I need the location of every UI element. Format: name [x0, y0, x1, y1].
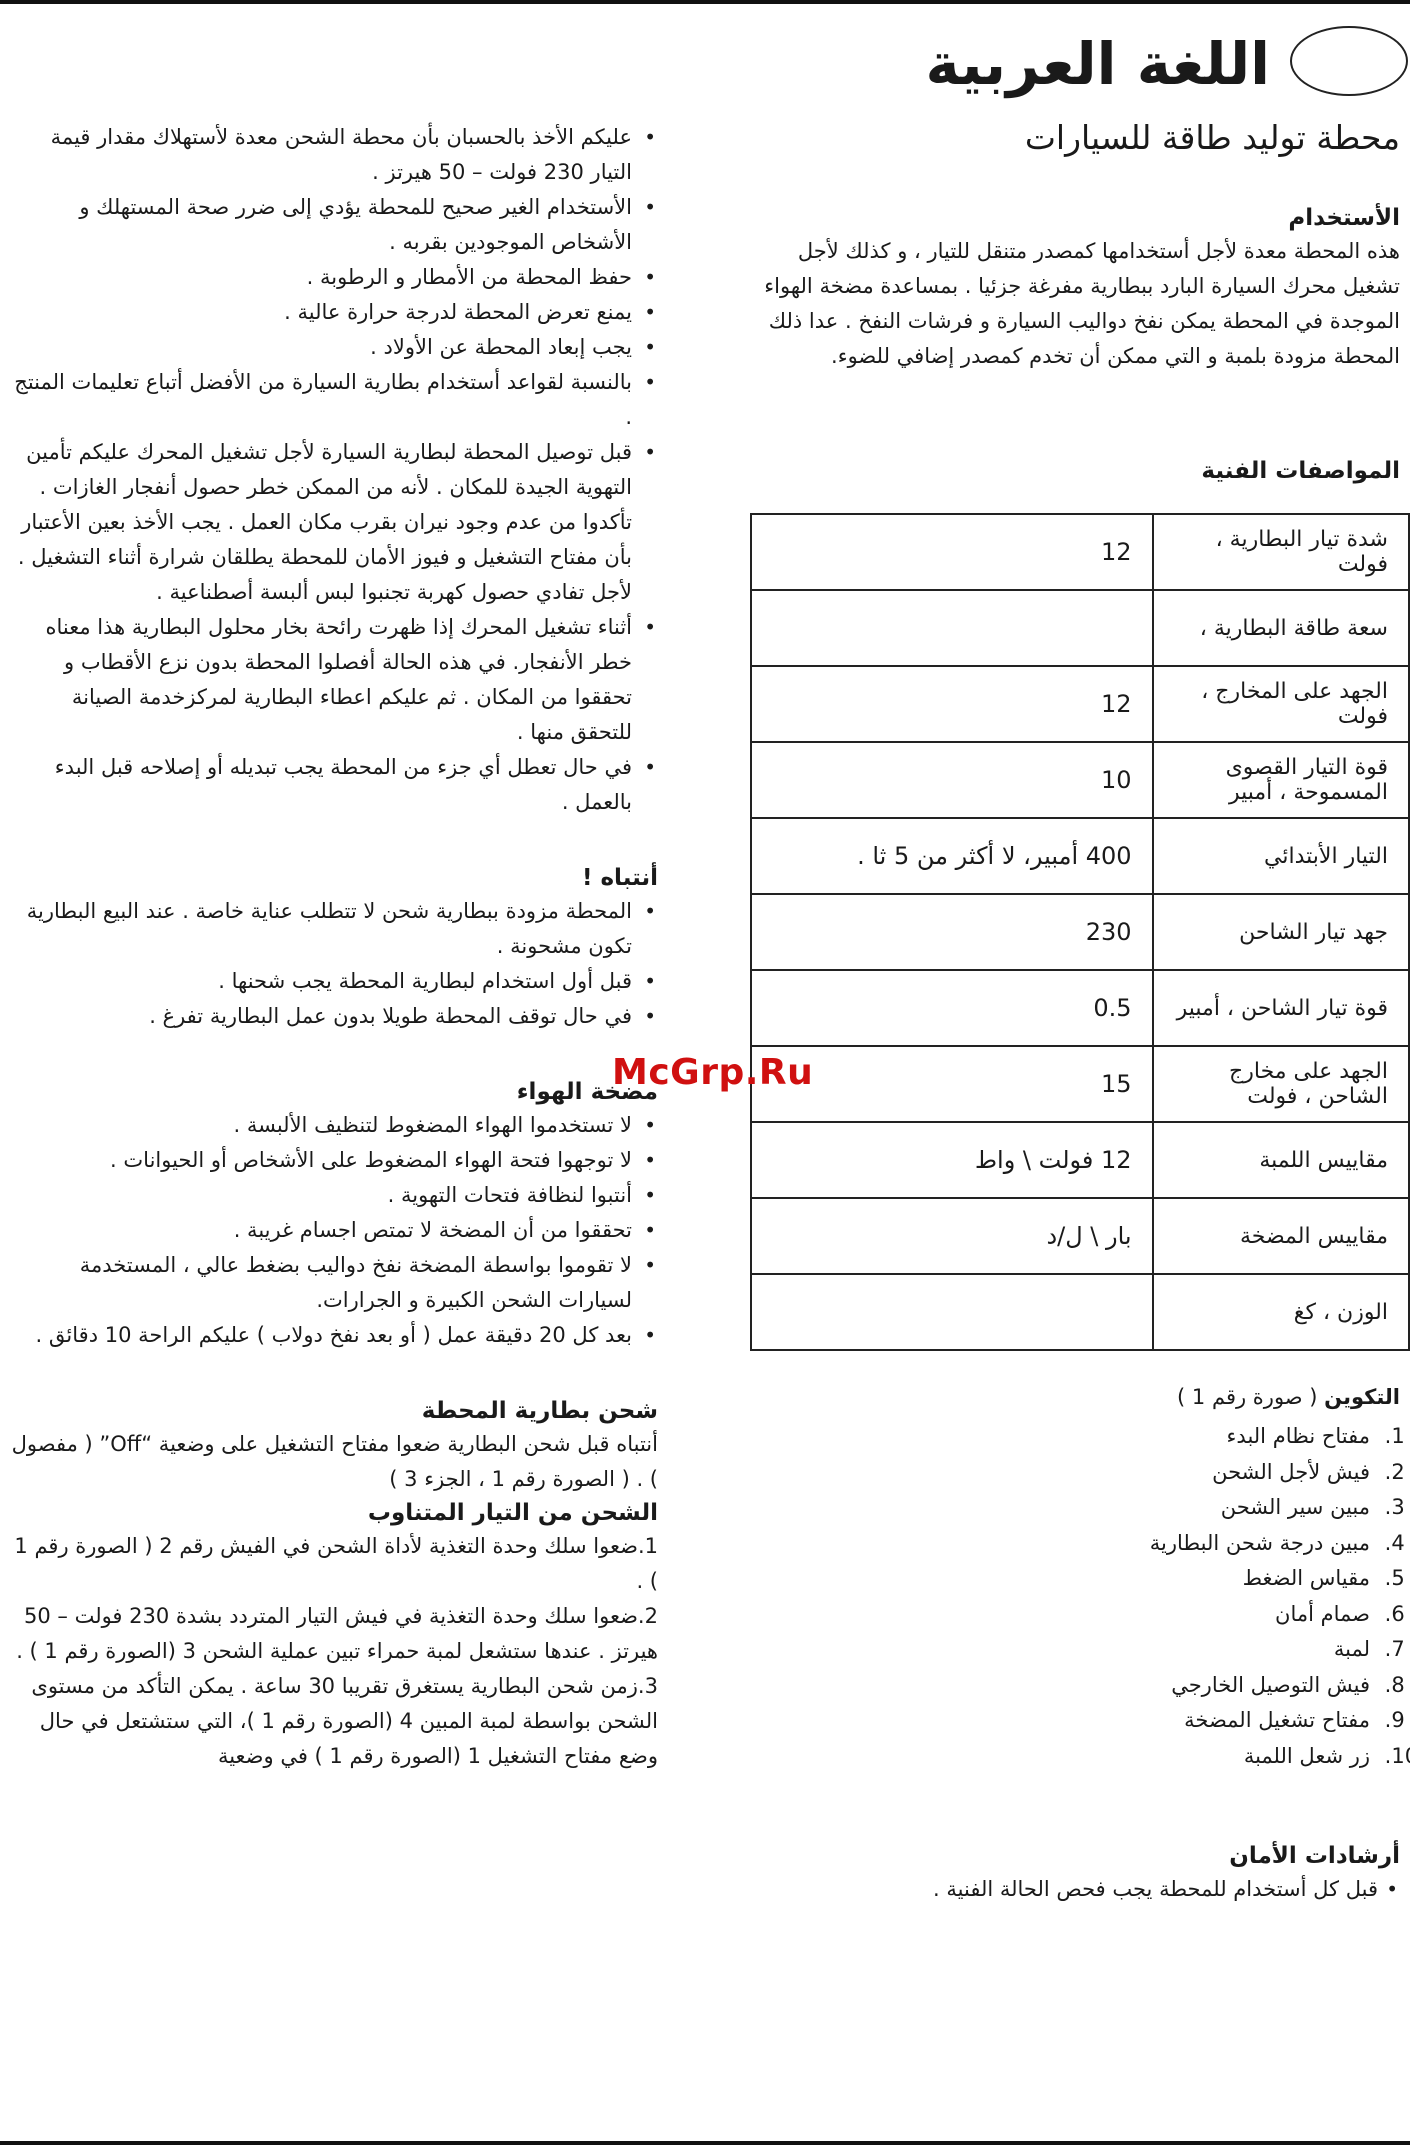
configuration-heading-bold: التكوين	[1324, 1385, 1400, 1409]
list-item: • حفظ المحطة من الأمطار و الرطوبة .	[8, 260, 658, 295]
spec-value: 400 أمبير، لا أكثر من 5 ثا .	[751, 818, 1153, 894]
table-row	[751, 818, 1409, 894]
spec-value: 10	[751, 742, 1153, 818]
specs-heading: المواصفات الفنية	[1201, 458, 1400, 484]
spec-value: 0.5	[751, 970, 1153, 1046]
list-item: 4. مبين درجة شحن البطارية	[760, 1526, 1378, 1562]
spec-value	[751, 590, 1153, 666]
list-item: • عليكم الأخذ بالحسبان بأن محطة الشحن معدة لأستهلاك مقدار قيمة التيار 230 فولت – 50 هيرتز .	[8, 120, 658, 190]
table-row	[751, 1274, 1409, 1350]
list-item: • الأستخدام الغير صحيح للمحطة يؤدي إلى ضرر صحة المستهلك و الأشخاص الموجودين بقربه .	[8, 190, 658, 260]
specs-table	[750, 513, 1410, 1351]
charging-intro: أنتباه قبل شحن البطارية ضعوا مفتاح التشغيل على وضعية “Off” ( مفصول ) . ( الصورة رقم 1 ، الجزء 3 )	[11, 1432, 658, 1491]
list-item: 9. مفتاح تشغيل المضخة	[760, 1703, 1378, 1739]
list-item: • أثناء تشغيل المحرك إذا ظهرت رائحة بخار محلول البطارية هذا معناه خطر الأنفجار. في هذه الحالة أفصلوا المحطة بدون نزع الأقطاب و تحققوا من المكان . ثم عليكم اعطاء البطارية لمركزخدمة الصيانة للتحقق منها .	[8, 610, 658, 750]
warning-section	[8, 862, 658, 1034]
list-item: • المحطة مزودة ببطارية شحن لا تتطلب عناية خاصة . عند البيع البطارية تكون مشحونة .	[8, 894, 658, 964]
top-rule	[0, 0, 1410, 4]
spec-value: 230	[751, 894, 1153, 970]
watermark: McGrp.Ru	[612, 1052, 814, 1093]
spec-label: الوزن ، كغ	[1153, 1274, 1409, 1350]
left-column	[8, 120, 658, 1774]
charging-section	[8, 1395, 658, 1774]
spec-label: التيار الأبتدائي	[1153, 818, 1409, 894]
configuration-list	[760, 1419, 1400, 1774]
charging-steps	[8, 1529, 658, 1774]
warning-list	[8, 894, 658, 1034]
table-row	[751, 666, 1409, 742]
spec-label: سعة طاقة البطارية ،	[1153, 590, 1409, 666]
table-row	[751, 514, 1409, 590]
table-row	[751, 742, 1409, 818]
list-item: • في حال تعطل أي جزء من المحطة يجب تبديله أو إصلاحه قبل البدء بالعمل .	[8, 750, 658, 820]
document-title: محطة توليد طاقة للسيارات	[1024, 118, 1400, 157]
air-pump-section	[8, 1076, 658, 1353]
list-item: • بالنسبة لقواعد أستخدام بطارية السيارة من الأفضل أتباع تعليمات المنتج .	[8, 365, 658, 435]
table-row	[751, 894, 1409, 970]
list-item: 2. فيش لأجل الشحن	[760, 1455, 1378, 1491]
charging-heading: شحن بطارية المحطة	[421, 1398, 658, 1424]
list-item: 3.زمن شحن البطارية يستغرق تقريبا 30 ساعة . يمكن التأكد من مستوى الشحن بواسطة لمبة المبين 4 (الصورة رقم 1 )، التي ستشتعل في حال وضع مفتاح التشغيل 1 (الصورة رقم 1 ) في وضعية	[31, 1674, 658, 1768]
safety-heading: أرشادات الأمان	[1229, 1843, 1400, 1869]
list-item: • تحققوا من أن المضخة لا تمتص اجسام غريبة .	[8, 1213, 658, 1248]
language-title: اللغة العربية	[925, 30, 1270, 98]
warning-heading: أنتباه !	[581, 865, 658, 891]
spec-value	[751, 1274, 1153, 1350]
list-item: 7. لمبة	[760, 1632, 1378, 1668]
list-item: 8. فيش التوصيل الخارجي	[760, 1668, 1378, 1704]
list-item: 1. مفتاح نظام البدء	[760, 1419, 1378, 1455]
configuration-heading-figure-ref: ( صورة رقم 1 )	[1177, 1385, 1325, 1409]
table-row	[751, 970, 1409, 1046]
list-item: • قبل أول استخدام لبطارية المحطة يجب شحنها .	[8, 964, 658, 999]
list-item: • بعد كل 20 دقيقة عمل ( أو بعد نفخ دولاب ) عليكم الراحة 10 دقائق .	[8, 1318, 658, 1353]
list-item: • لا تقوموا بواسطة المضخة نفخ دواليب بضغط عالي ، المستخدمة لسيارات الشحن الكبيرة و الجرارات.	[8, 1248, 658, 1318]
spec-label: مقاييس اللمبة	[1153, 1122, 1409, 1198]
list-item: • لا توجهوا فتحة الهواء المضغوط على الأشخاص أو الحيوانات .	[8, 1143, 658, 1178]
spec-label: قوة التيار القصوى المسموحة ، أمبير	[1153, 742, 1409, 818]
general-safety-list	[8, 120, 658, 820]
spec-value: بار \ ل/د	[751, 1198, 1153, 1274]
language-oval-marker	[1290, 26, 1408, 96]
list-item: 5. مقياس الضغط	[760, 1561, 1378, 1597]
table-row	[751, 1122, 1409, 1198]
spec-label: قوة تيار الشاحن ، أمبير	[1153, 970, 1409, 1046]
spec-label: مقاييس المضخة	[1153, 1198, 1409, 1274]
list-item: • قبل كل أستخدام للمحطة يجب فحص الحالة الفنية .	[760, 1872, 1400, 1907]
list-item: • في حال توقف المحطة طويلا بدون عمل البطارية تفرغ .	[8, 999, 658, 1034]
spec-label: جهد تيار الشاحن	[1153, 894, 1409, 970]
air-pump-heading: مضخة الهواء	[516, 1079, 658, 1105]
table-row	[751, 1046, 1409, 1122]
list-item: 6. صمام أمان	[760, 1597, 1378, 1633]
list-item: 2.ضعوا سلك وحدة التغذية في فيش التيار المتردد بشدة 230 فولت – 50 هيرتز . عندها ستشعل لمبة حمراء تبين عملية الشحن 3 (الصورة رقم 1 ) .	[16, 1604, 658, 1663]
bottom-rule	[0, 2141, 1410, 2145]
configuration-heading	[760, 1380, 1400, 1415]
spec-value: 12	[751, 514, 1153, 590]
list-item: 1.ضعوا سلك وحدة التغذية لأداة الشحن في الفيش رقم 2 ( الصورة رقم 1 ) .	[14, 1534, 658, 1593]
usage-heading: الأستخدام	[1288, 205, 1400, 231]
ac-charging-heading: الشحن من التيار المتناوب	[367, 1500, 658, 1526]
list-item: • لا تستخدموا الهواء المضغوط لتنظيف الألبسة .	[8, 1108, 658, 1143]
configuration-section	[760, 1380, 1400, 1774]
safety-list	[760, 1872, 1400, 1907]
spec-value: 12	[751, 666, 1153, 742]
spec-label: الجهد على مخارج الشاحن ، فولت	[1153, 1046, 1409, 1122]
list-item: • أنتبوا لنظافة فتحات التهوية .	[8, 1178, 658, 1213]
list-item: • يمنع تعرض المحطة لدرجة حرارة عالية .	[8, 295, 658, 330]
list-item: • قبل توصيل المحطة لبطارية السيارة لأجل تشغيل المحرك عليكم تأمين التهوية الجيدة للمكان . لأنه من الممكن خطر حصول أنفجار الغازات . تأكدوا من عدم وجود نيران بقرب مكان العمل . يجب الأخذ بعين الأعتبار بأن مفتاح التشغيل و فيوز الأمان للمحطة يطلقان شرارة أثناء التشغيل . لأجل تفادي حصول كهربة تجنبوا لبس ألبسة أصطناعية .	[8, 435, 658, 610]
safety-section	[760, 1840, 1400, 1907]
list-item: 3. مبين سير الشحن	[760, 1490, 1378, 1526]
air-pump-list	[8, 1108, 658, 1353]
spec-label: الجهد على المخارج ، فولت	[1153, 666, 1409, 742]
spec-label: شدة تيار البطارية ، فولت	[1153, 514, 1409, 590]
table-row	[751, 1198, 1409, 1274]
spec-value: 15	[751, 1046, 1153, 1122]
spec-value: 12 فولت \ واط	[751, 1122, 1153, 1198]
usage-section	[740, 202, 1400, 374]
list-item: 10. زر شعل اللمبة	[760, 1739, 1378, 1775]
usage-text: هذه المحطة معدة لأجل أستخدامها كمصدر متنقل للتيار ، و كذلك لأجل تشغيل محرك السيارة البارد ببطارية مفرغة جزئيا . بمساعدة مضخة الهواء الموجدة في المحطة يمكن نفخ دواليب السيارة و فرشات النفخ . عدا ذلك المحطة مزودة بلمبة و التي ممكن أن تخدم كمصدر إضافي للضوء.	[764, 239, 1400, 368]
table-row	[751, 590, 1409, 666]
list-item: • يجب إبعاد المحطة عن الأولاد .	[8, 330, 658, 365]
